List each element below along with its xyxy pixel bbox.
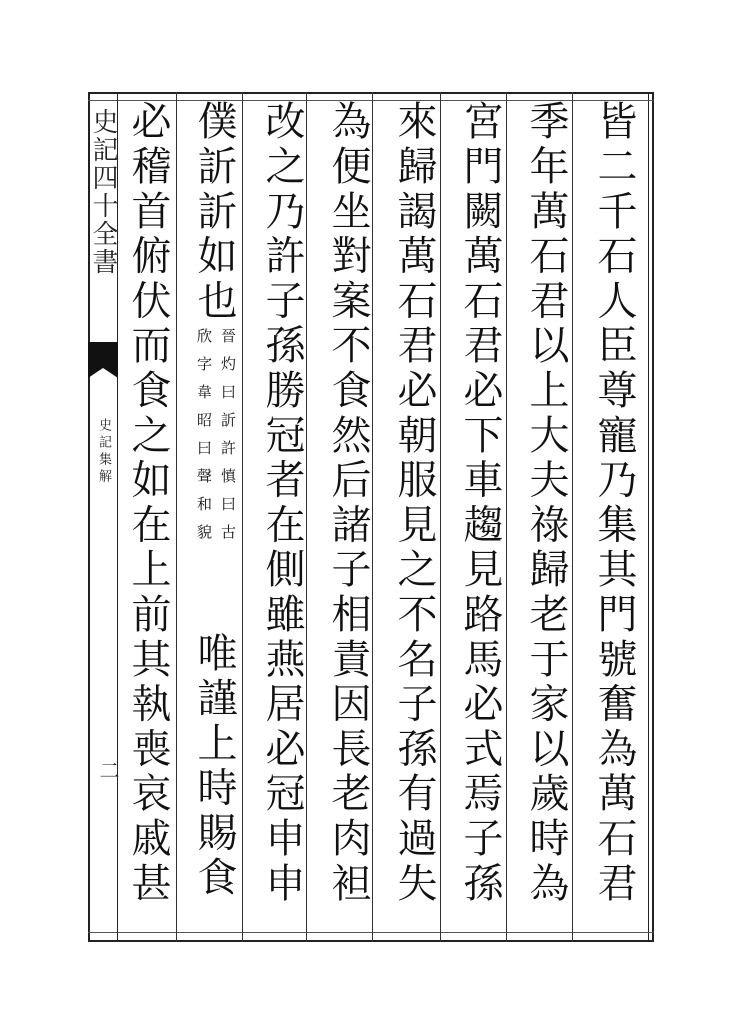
column-7-main-text: 僕訢訢如也 <box>191 100 237 324</box>
commentary-line-2: 欣字韋昭曰聲和貌 <box>195 328 213 552</box>
text-column-6: 改之乃許子孫勝冠者在側雖燕居必冠申申 <box>259 100 305 907</box>
section-title: 史記集解 <box>96 418 111 486</box>
bottom-rule <box>88 932 654 933</box>
column-divider <box>572 92 573 942</box>
text-column-3: 宮門闕萬石君必下車趨見路馬必式焉子孫 <box>457 100 503 907</box>
column-7-continued-text: 唯謹上時賜食 <box>191 632 237 901</box>
text-column-1: 皆二千石人臣尊寵乃集其門號奮為萬石君 <box>591 100 637 907</box>
page-number: 二 <box>96 760 120 780</box>
frame-inner-rule <box>648 92 649 942</box>
commentary-line-1: 晉灼曰訢許慎曰古 <box>219 328 237 552</box>
text-column-8: 必稽首俯伏而食之如在上前其執喪哀戚甚 <box>125 100 171 907</box>
column-divider <box>242 92 243 942</box>
column-divider <box>440 92 441 942</box>
column-divider <box>176 92 177 942</box>
text-column-7 <box>188 100 240 930</box>
text-column-5: 為便坐對案不食然后諸子相責因長老肉袒 <box>325 100 371 907</box>
column-divider <box>506 92 507 942</box>
text-column-2: 季年萬石君以上大夫祿歸老于家以歲時為 <box>523 100 569 907</box>
text-column-4: 來歸謁萬石君必朝服見之不名子孫有過失 <box>391 100 437 907</box>
commentary-note <box>192 328 240 628</box>
book-title: 史記四十全書 <box>88 108 118 276</box>
fishtail-mark <box>88 342 118 368</box>
